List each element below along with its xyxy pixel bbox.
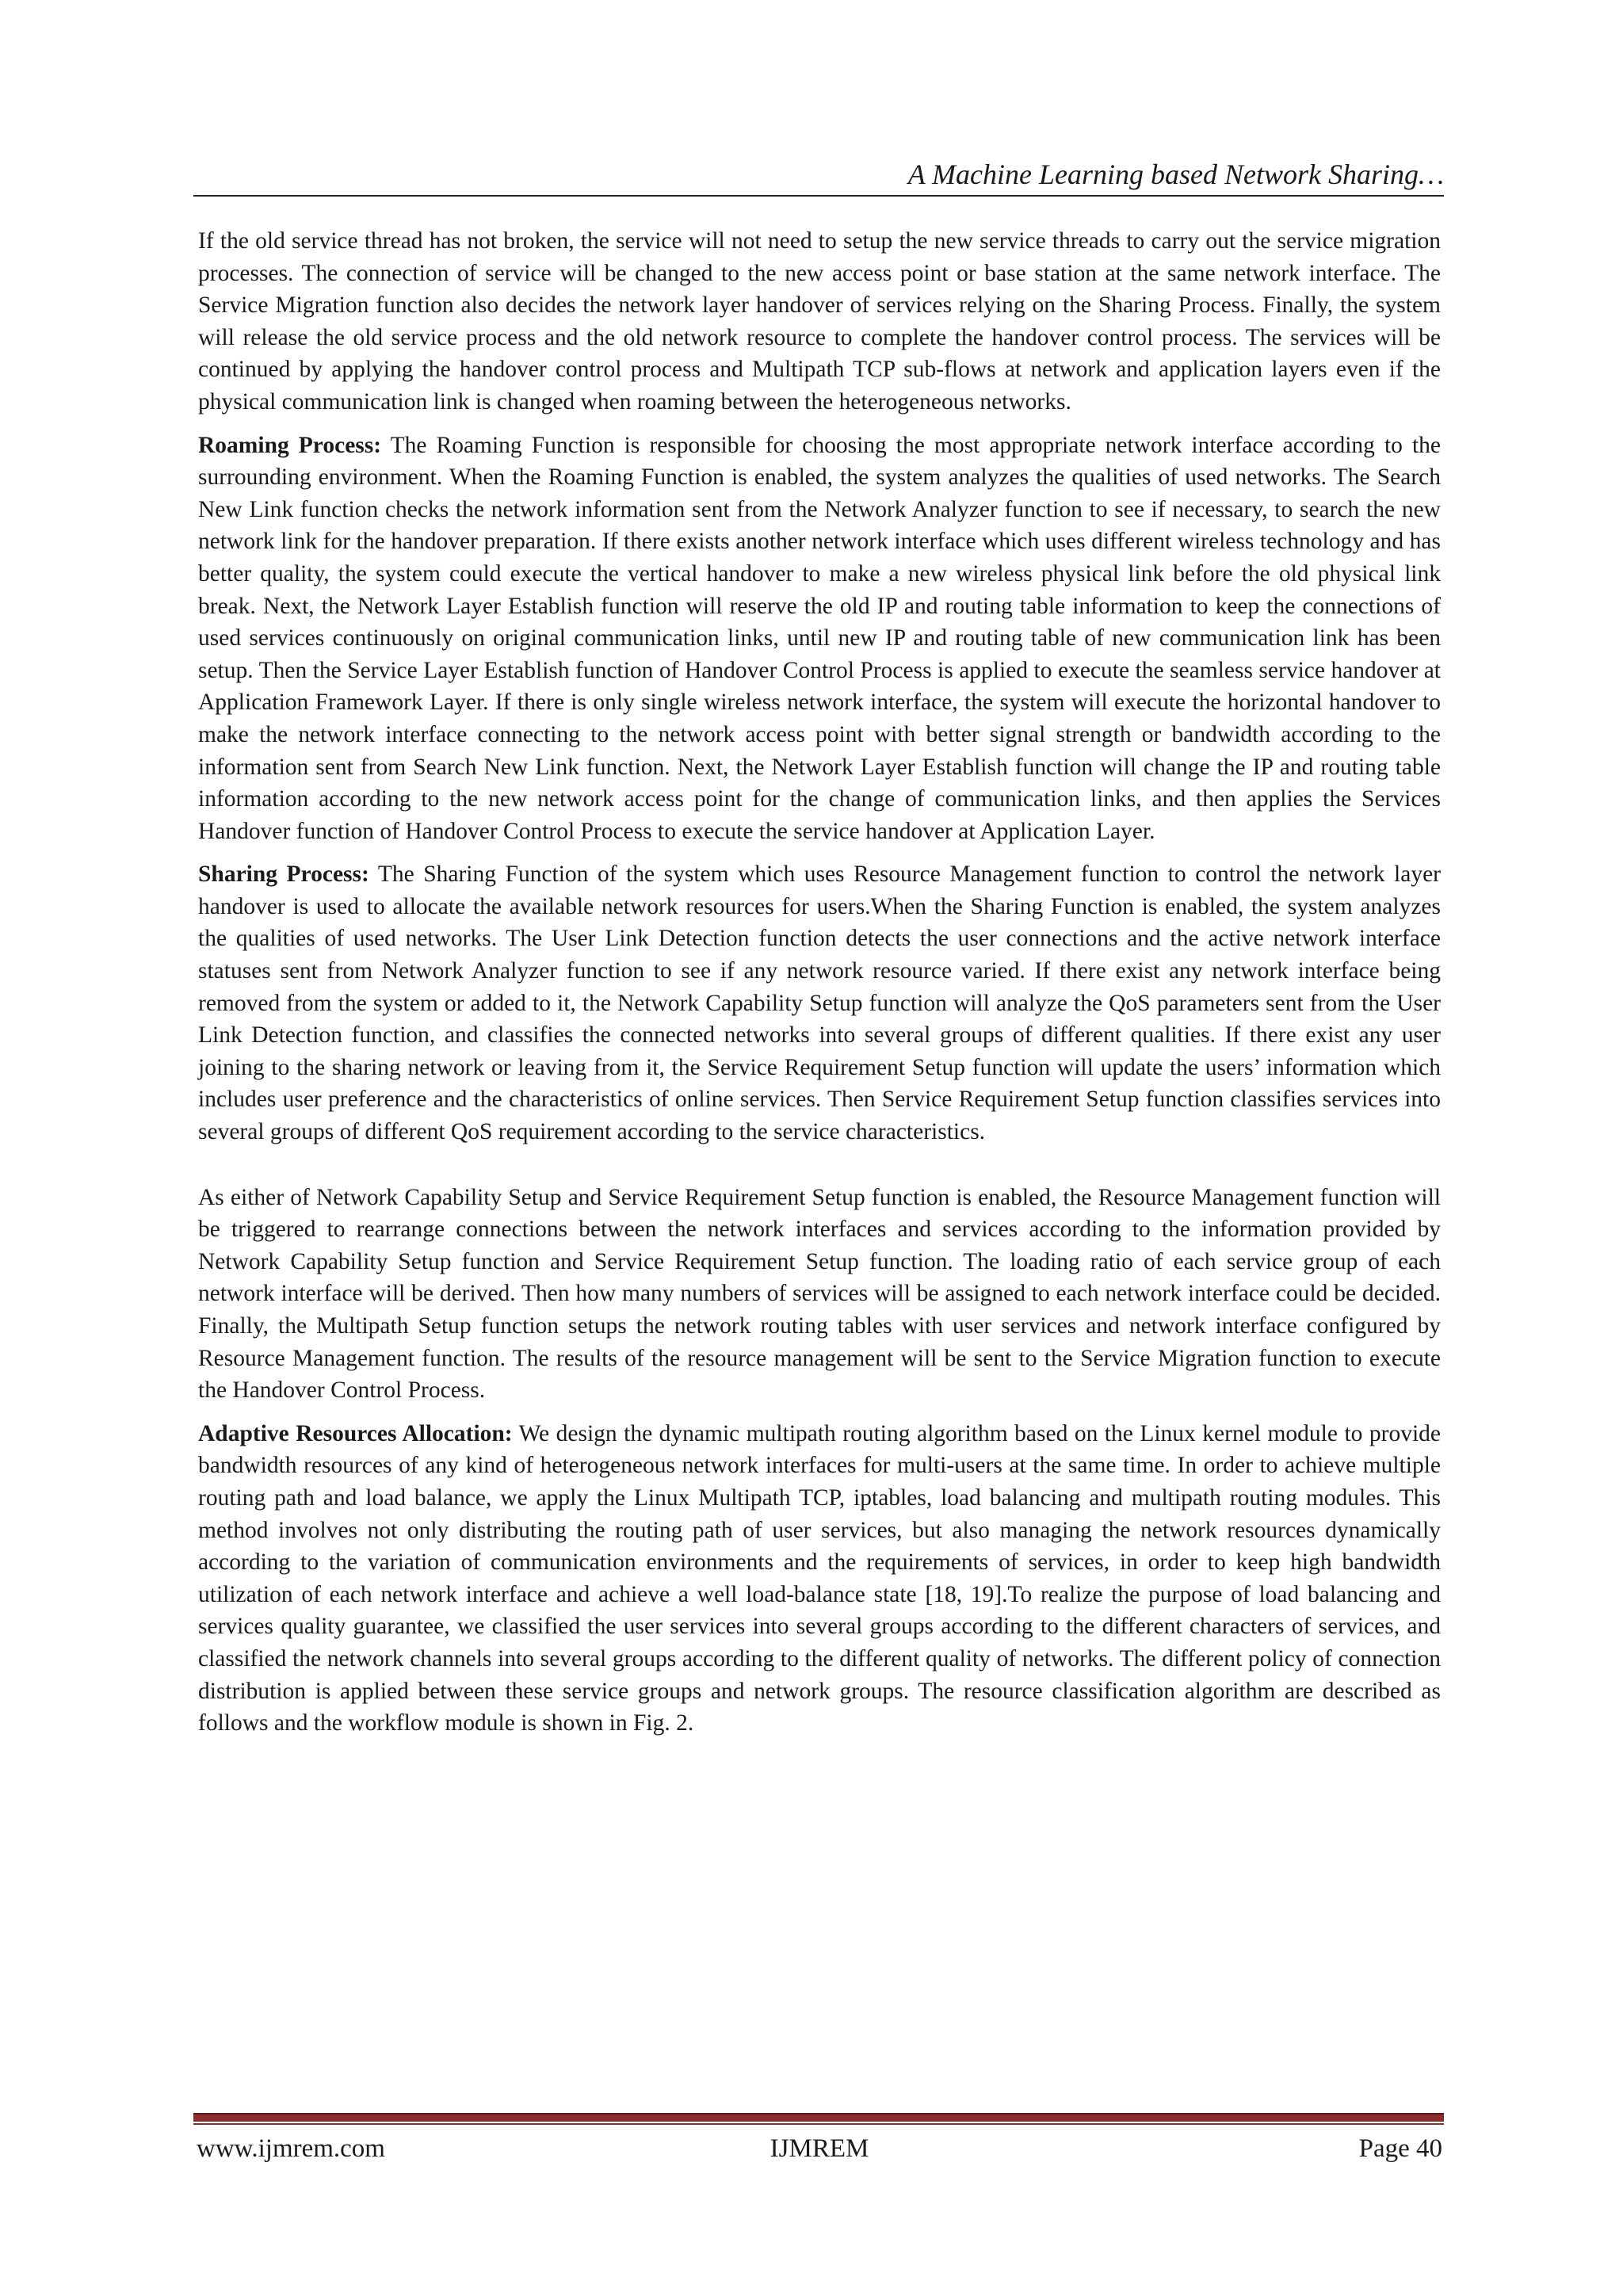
footer-rule [193, 2113, 1444, 2122]
running-title: A Machine Learning based Network Sharing… [907, 159, 1444, 190]
paragraph-text: The Roaming Function is responsible for choosing the most appropriate network interface according to the surrounding environment. When the Roaming Function is enabled, the system analyzes the qualities of used networks. The Search New Link function checks the network information sent from the Network Analyzer function to see if necessary, to search the new network link for the handover preparation. If there exists another network interface which uses different wireless technology and has better quality, the system could execute the vertical handover to make a new wireless physical link before the old physical link break. Next, the Network Layer Establish function will reserve the old IP and routing table information to keep the connections of used services continuously on original communication links, until new IP and routing table of new communication link has been setup. Then the Service Layer Establish function of Handover Control Process is applied to execute the seamless service handover at Application Framework Layer. If there is only single wireless network interface, the system will execute the horizontal handover to make the network interface connecting to the network access point with better signal strength or bandwidth according to the information sent from Search New Link function. Next, the Network Layer Establish function will change the IP and routing table information according to the new network access point for the change of communication links, and then applies the Services Handover function of Handover Control Process to execute the service handover at Application Layer. [198, 432, 1441, 844]
footer-journal: IJMREM [769, 2134, 869, 2163]
run-in-heading-roaming: Roaming Process: [198, 432, 382, 458]
paragraph-text: As either of Network Capability Setup and Service Requirement Setup function is enabled, the Resource Management function will be triggered to rearrange connections between the network interfaces and services according to the information provided by Network Capability Setup function and Service Requirement Setup function. The loading ratio of each service group of each network interface will be derived. Then how many numbers of services will be assigned to each network interface could be decided. Finally, the Multipath Setup function setups the network routing tables with user services and network interface configured by Resource Management function. The results of the resource management will be sent to the Service Migration function to execute the Handover Control Process. [198, 1184, 1441, 1404]
footer-website: www.ijmrem.com [197, 2134, 385, 2163]
footer-rule-thin [193, 2123, 1444, 2125]
page-header [193, 155, 1444, 197]
page-footer [197, 2129, 1442, 2168]
footer-page-number: Page 40 [1358, 2134, 1442, 2163]
paragraph-text: If the old service thread has not broken, the service will not need to setup the new service threads to carry out the service migration processes. The connection of service will be changed to the new access point or base station at the same network interface. The Service Migration function also decides the network layer handover of services relying on the Sharing Process. Finally, the system will release the old service process and the old network resource to complete the handover control process. The services will be continued by applying the handover control process and Multipath TCP sub-flows at network and application layers even if the physical communication link is changed when roaming between the heterogeneous networks. [198, 228, 1441, 415]
paragraph-service-migration [198, 225, 1441, 418]
paragraph-text: The Sharing Function of the system which uses Resource Management function to control the network layer handover is used to allocate the available network resources for users.When the Sharing Function is enabled, the system analyzes the qualities of used networks. The User Link Detection function detects the user connections and the active network interface statuses sent from Network Analyzer function to see if any network resource varied. If there exist any network interface being removed from the system or added to it, the Network Capability Setup function will analyze the QoS parameters sent from the User Link Detection function, and classifies the connected networks into several groups of different qualities. If there exist any user joining to the sharing network or leaving from it, the Service Requirement Setup function will update the users’ information which includes user preference and the characteristics of online services. Then Service Requirement Setup function classifies services into several groups of different QoS requirement according to the service characteristics. [198, 861, 1442, 1145]
paragraph-sharing-process [198, 858, 1441, 1148]
run-in-heading-sharing: Sharing Process: [198, 861, 369, 888]
paragraph-adaptive-allocation [198, 1418, 1441, 1740]
body-text [198, 225, 1441, 1751]
paragraph-roaming-process [198, 430, 1441, 848]
run-in-heading-adaptive: Adaptive Resources Allocation: [198, 1420, 513, 1446]
paragraph-resource-management [198, 1182, 1441, 1407]
paragraph-text: We design the dynamic multipath routing algorithm based on the Linux kernel module to provide bandwidth resources of any kind of heterogeneous network interfaces for multi-users at the same time. In order to achieve multiple routing path and load balance, we apply the Linux Multipath TCP, iptables, load balancing and multipath routing modules. This method involves not only distributing the routing path of user services, but also managing the network resources dynamically according to the variation of communication environments and the requirements of services, in order to keep high bandwidth utilization of each network interface and achieve a well load-balance state [18, 19].To realize the purpose of load balancing and services quality guarantee, we classified the user services into several groups according to the different characters of services, and classified the network channels into several groups according to the different quality of networks. The different policy of connection distribution is applied between these service groups and network groups. The resource classification algorithm are described as follows and the workflow module is shown in Fig. 2. [198, 1420, 1441, 1736]
